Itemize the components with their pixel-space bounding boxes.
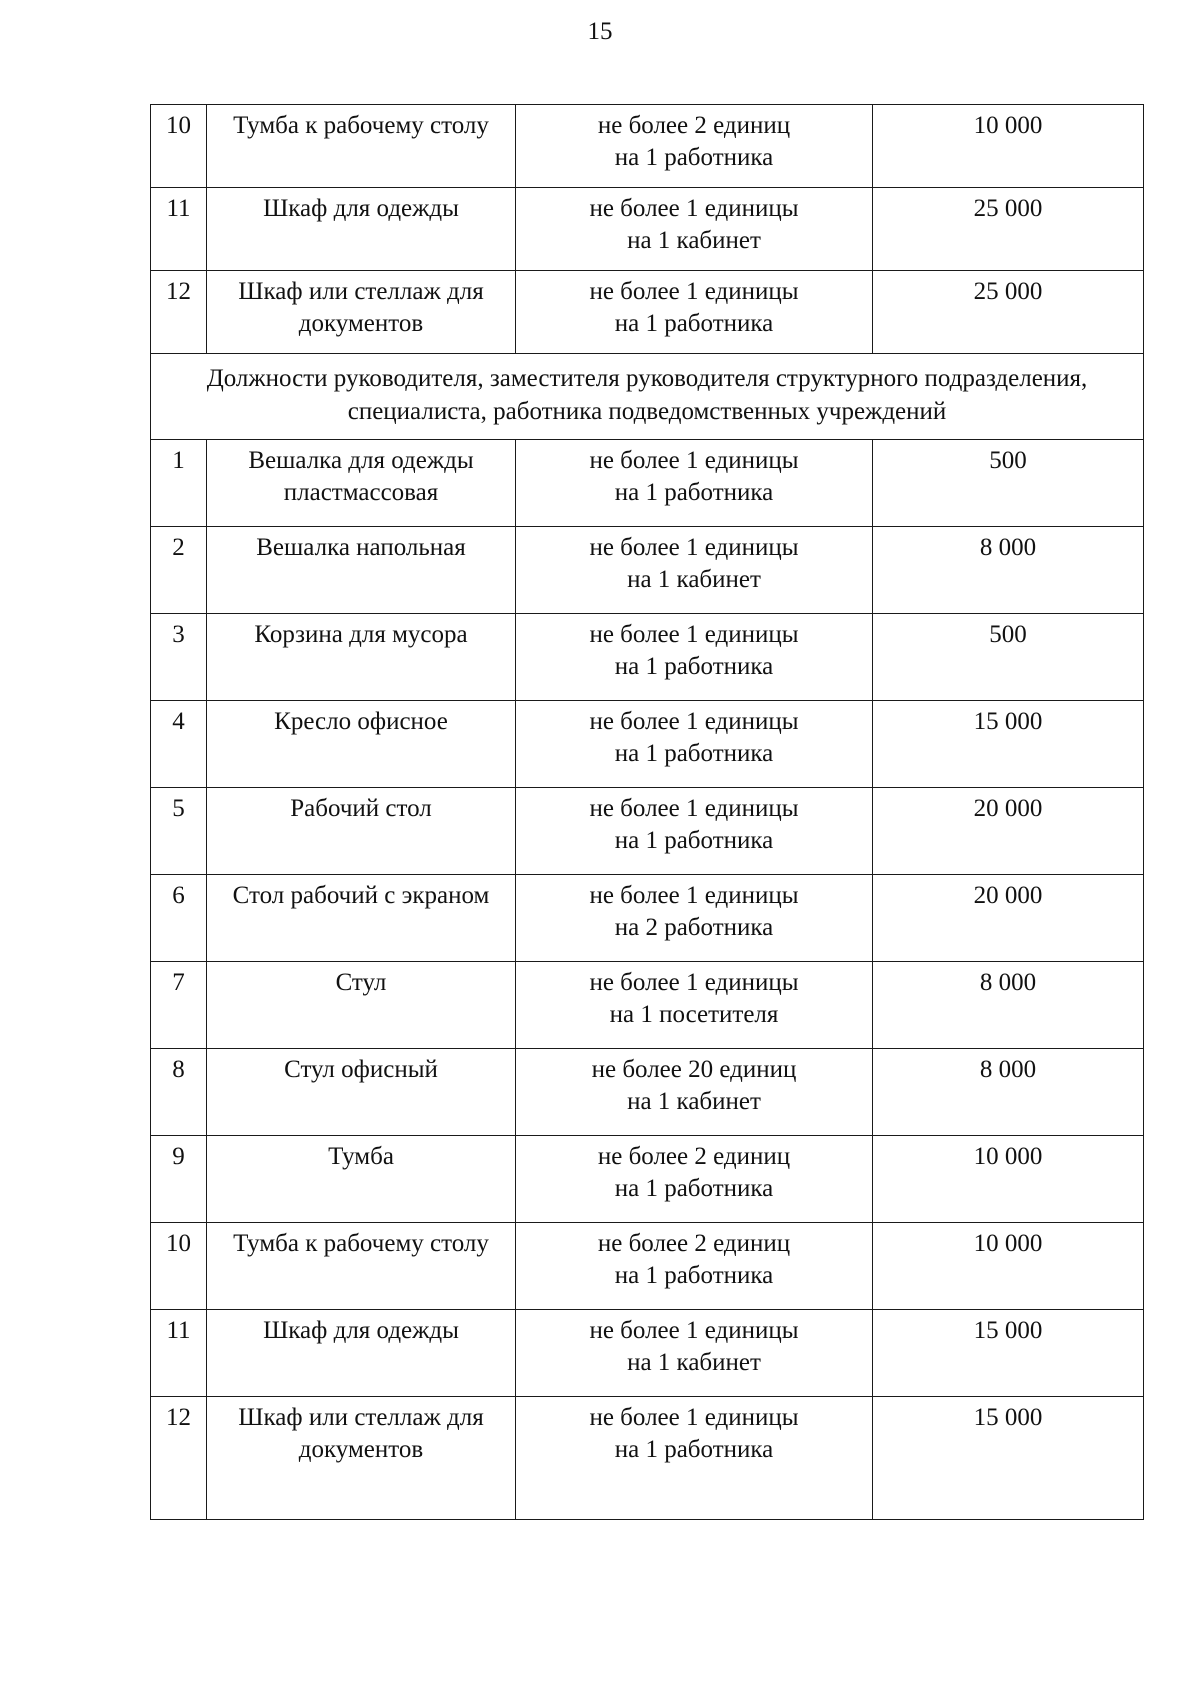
table-row xyxy=(151,188,1144,271)
row-number: 10 xyxy=(151,105,207,188)
row-number: 8 xyxy=(151,1049,207,1136)
table-row xyxy=(151,1397,1144,1520)
item-price: 20 000 xyxy=(873,875,1144,962)
item-quantity: не более 2 единиц на 1 работника xyxy=(516,1223,873,1310)
page-number: 15 xyxy=(587,18,613,45)
item-quantity: не более 1 единицы на 2 работника xyxy=(516,875,873,962)
item-price: 15 000 xyxy=(873,701,1144,788)
item-price: 8 000 xyxy=(873,962,1144,1049)
item-price: 15 000 xyxy=(873,1310,1144,1397)
row-number: 9 xyxy=(151,1136,207,1223)
item-price: 25 000 xyxy=(873,188,1144,271)
item-price: 20 000 xyxy=(873,788,1144,875)
table-row xyxy=(151,440,1144,527)
table-row xyxy=(151,701,1144,788)
table-row xyxy=(151,1136,1144,1223)
item-price: 8 000 xyxy=(873,527,1144,614)
table-row xyxy=(151,105,1144,188)
row-number: 7 xyxy=(151,962,207,1049)
item-name: Шкаф для одежды xyxy=(207,1310,516,1397)
table-row xyxy=(151,1223,1144,1310)
item-price: 500 xyxy=(873,614,1144,701)
row-number: 11 xyxy=(151,188,207,271)
table-row xyxy=(151,527,1144,614)
item-quantity: не более 1 единицы на 1 кабинет xyxy=(516,527,873,614)
item-name: Шкаф или стеллаж для документов xyxy=(207,1397,516,1520)
table-row xyxy=(151,875,1144,962)
item-name: Кресло офисное xyxy=(207,701,516,788)
item-quantity: не более 1 единицы на 1 посетителя xyxy=(516,962,873,1049)
table-row xyxy=(151,614,1144,701)
row-number: 6 xyxy=(151,875,207,962)
table-body xyxy=(151,105,1144,1520)
item-quantity: не более 1 единицы на 1 работника xyxy=(516,788,873,875)
section-title: Должности руководителя, заместителя руководителя структурного подразделения, специалиста, работника подведомственных учреждений xyxy=(151,354,1144,440)
row-number: 5 xyxy=(151,788,207,875)
item-name: Вешалка напольная xyxy=(207,527,516,614)
item-name: Корзина для мусора xyxy=(207,614,516,701)
item-quantity: не более 1 единицы на 1 работника xyxy=(516,1397,873,1520)
item-price: 10 000 xyxy=(873,1223,1144,1310)
item-quantity: не более 1 единицы на 1 кабинет xyxy=(516,188,873,271)
item-name: Стол рабочий с экраном xyxy=(207,875,516,962)
item-quantity: не более 1 единицы на 1 работника xyxy=(516,271,873,354)
table-row xyxy=(151,271,1144,354)
furniture-norms-table xyxy=(150,104,1144,1520)
section-header-row xyxy=(151,354,1144,440)
row-number: 3 xyxy=(151,614,207,701)
row-number: 10 xyxy=(151,1223,207,1310)
item-name: Вешалка для одежды пластмассовая xyxy=(207,440,516,527)
item-quantity: не более 1 единицы на 1 работника xyxy=(516,614,873,701)
item-price: 25 000 xyxy=(873,271,1144,354)
item-name: Тумба xyxy=(207,1136,516,1223)
item-quantity: не более 1 единицы на 1 работника xyxy=(516,701,873,788)
item-price: 15 000 xyxy=(873,1397,1144,1520)
row-number: 12 xyxy=(151,1397,207,1520)
row-number: 4 xyxy=(151,701,207,788)
item-quantity: не более 2 единиц на 1 работника xyxy=(516,105,873,188)
table-row xyxy=(151,1310,1144,1397)
item-name: Стул офисный xyxy=(207,1049,516,1136)
table-row xyxy=(151,788,1144,875)
item-price: 8 000 xyxy=(873,1049,1144,1136)
item-quantity: не более 1 единицы на 1 работника xyxy=(516,440,873,527)
item-quantity: не более 1 единицы на 1 кабинет xyxy=(516,1310,873,1397)
row-number: 1 xyxy=(151,440,207,527)
item-name: Тумба к рабочему столу xyxy=(207,1223,516,1310)
item-price: 500 xyxy=(873,440,1144,527)
row-number: 11 xyxy=(151,1310,207,1397)
item-quantity: не более 20 единиц на 1 кабинет xyxy=(516,1049,873,1136)
table-row xyxy=(151,962,1144,1049)
item-name: Рабочий стол xyxy=(207,788,516,875)
item-quantity: не более 2 единиц на 1 работника xyxy=(516,1136,873,1223)
item-name: Шкаф или стеллаж для документов xyxy=(207,271,516,354)
item-name: Шкаф для одежды xyxy=(207,188,516,271)
item-price: 10 000 xyxy=(873,1136,1144,1223)
item-name: Стул xyxy=(207,962,516,1049)
item-price: 10 000 xyxy=(873,105,1144,188)
table-row xyxy=(151,1049,1144,1136)
row-number: 12 xyxy=(151,271,207,354)
item-name: Тумба к рабочему столу xyxy=(207,105,516,188)
row-number: 2 xyxy=(151,527,207,614)
